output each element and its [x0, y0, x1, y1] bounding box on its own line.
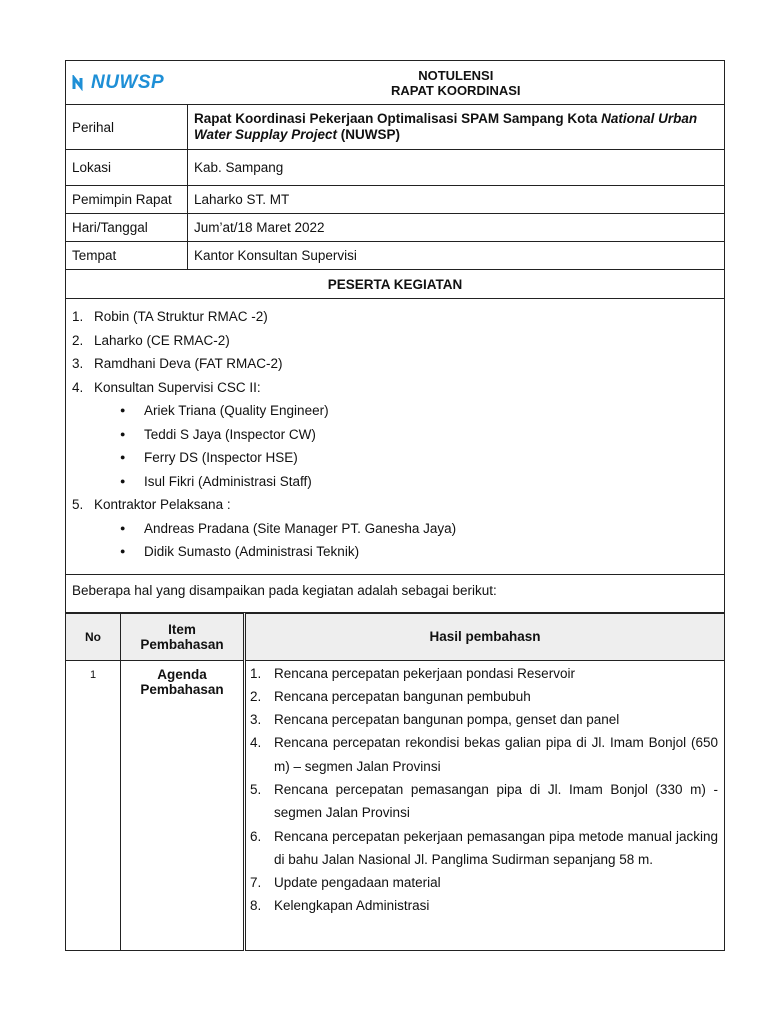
list-item: 3. Ramdhani Deva (FAT RMAC-2) — [72, 356, 283, 371]
meta-label: Hari/Tanggal — [66, 214, 188, 242]
title-line-1: NOTULENSI — [418, 67, 494, 83]
sub-list-item: ● Ariek Triana (Quality Engineer) — [72, 399, 718, 423]
sub-list-item: ● Isul Fikri (Administrasi Staff) — [72, 470, 718, 494]
peserta-heading-row — [66, 270, 725, 299]
list-item: 2. Laharko (CE RMAC-2) — [72, 332, 230, 348]
agenda-item: 1. Rencana percepatan pekerjaan pondasi Reservoir — [250, 665, 575, 681]
peserta-heading: PESERTA KEGIATAN — [66, 270, 725, 299]
bullet-icon: ● — [120, 546, 126, 556]
agenda-list — [245, 660, 725, 950]
perihal-italic: National Urban Water Supplay Project — [194, 111, 698, 142]
bullet-icon: ● — [120, 405, 126, 415]
perihal-tail: (NUWSP) — [337, 127, 401, 142]
agenda-item: 5. Rencana percepatan pemasangan pipa di Jl. Imam Bonjol (330 m) - segmen Jalan Provinsi — [250, 781, 718, 821]
nuwsp-logo — [72, 62, 182, 104]
agenda-item: 3. Rencana percepatan bangunan pompa, genset dan panel — [250, 712, 620, 728]
meta-value: Kantor Konsultan Supervisi — [188, 242, 725, 270]
meta-value-perihal — [188, 105, 725, 150]
meta-row-tanggal — [66, 214, 725, 242]
water-drop-icon — [72, 75, 90, 91]
logo-cell — [66, 61, 188, 105]
col-no-header: No — [66, 613, 121, 660]
bullet-icon: ● — [120, 522, 126, 533]
bullet-icon: ● — [120, 452, 126, 462]
col-item-header: Item Pembahasan — [121, 613, 245, 660]
intro-text: Beberapa hal yang disampaikan pada kegiatan adalah sebagai berikut: — [65, 575, 725, 613]
sub-list-item: ● Andreas Pradana (Site Manager PT. Ganesha Jaya) — [72, 517, 718, 541]
sub-list-item: ● Ferry DS (Inspector HSE) — [72, 446, 718, 470]
meta-label: Perihal — [66, 105, 188, 150]
meta-label: Pemimpin Rapat — [66, 186, 188, 214]
sub-list-item: ● Teddi S Jaya (Inspector CW) — [72, 423, 718, 447]
bullet-icon: ● — [120, 428, 126, 439]
bullet-icon: ● — [120, 475, 126, 486]
meta-row-tempat — [66, 242, 725, 270]
table-row — [66, 660, 725, 950]
col-hasil-header: Hasil pembahasn — [245, 613, 725, 660]
meta-row-pemimpin — [66, 186, 725, 214]
agenda-item: 4. Rencana percepatan rekondisi bekas galian pipa di Jl. Imam Bonjol (650 m) – segmen Jalan Provinsi — [250, 735, 718, 774]
meta-label: Tempat — [66, 242, 188, 270]
row-no: 1 — [66, 660, 121, 950]
list-item: 4. Konsultan Supervisi CSC II: — [72, 379, 261, 395]
meta-label: Lokasi — [66, 150, 188, 186]
meta-value: Kab. Sampang — [188, 150, 725, 186]
meta-row-perihal — [66, 105, 725, 150]
meta-row-lokasi — [66, 150, 725, 186]
meta-value: Jum’at/18 Maret 2022 — [188, 214, 725, 242]
sub-list-item: ● Didik Sumasto (Administrasi Teknik) — [72, 540, 718, 564]
list-item: 1. Robin (TA Struktur RMAC -2) — [72, 309, 268, 324]
title-line-2: RAPAT KOORDINASI — [390, 82, 521, 98]
peserta-list — [65, 299, 725, 575]
hasil-header-row — [66, 613, 725, 660]
agenda-item: 8. Kelengkapan Administrasi — [250, 898, 430, 914]
row-item: Agenda Pembahasan — [121, 660, 245, 950]
agenda-item: 6. Rencana percepatan pekerjaan pemasangan pipa metode manual jacking di bahu Jalan Nasional Jl. Panglima Sudirman sepanjang 58 m. — [250, 828, 718, 867]
meta-value: Laharko ST. MT — [188, 186, 725, 214]
document — [65, 60, 725, 951]
hasil-table — [65, 613, 725, 951]
agenda-item: 7. Update pengadaan material — [250, 875, 441, 891]
list-item: 5. Kontraktor Pelaksana : — [72, 497, 231, 512]
perihal-text: Rapat Koordinasi Pekerjaan Optimalisasi SPAM Sampang Kota — [194, 111, 602, 126]
logo-text: NUWSP — [91, 71, 165, 93]
header-table — [65, 60, 725, 299]
document-title — [188, 61, 725, 105]
agenda-item: 2. Rencana percepatan bangunan pembubuh — [250, 688, 531, 704]
